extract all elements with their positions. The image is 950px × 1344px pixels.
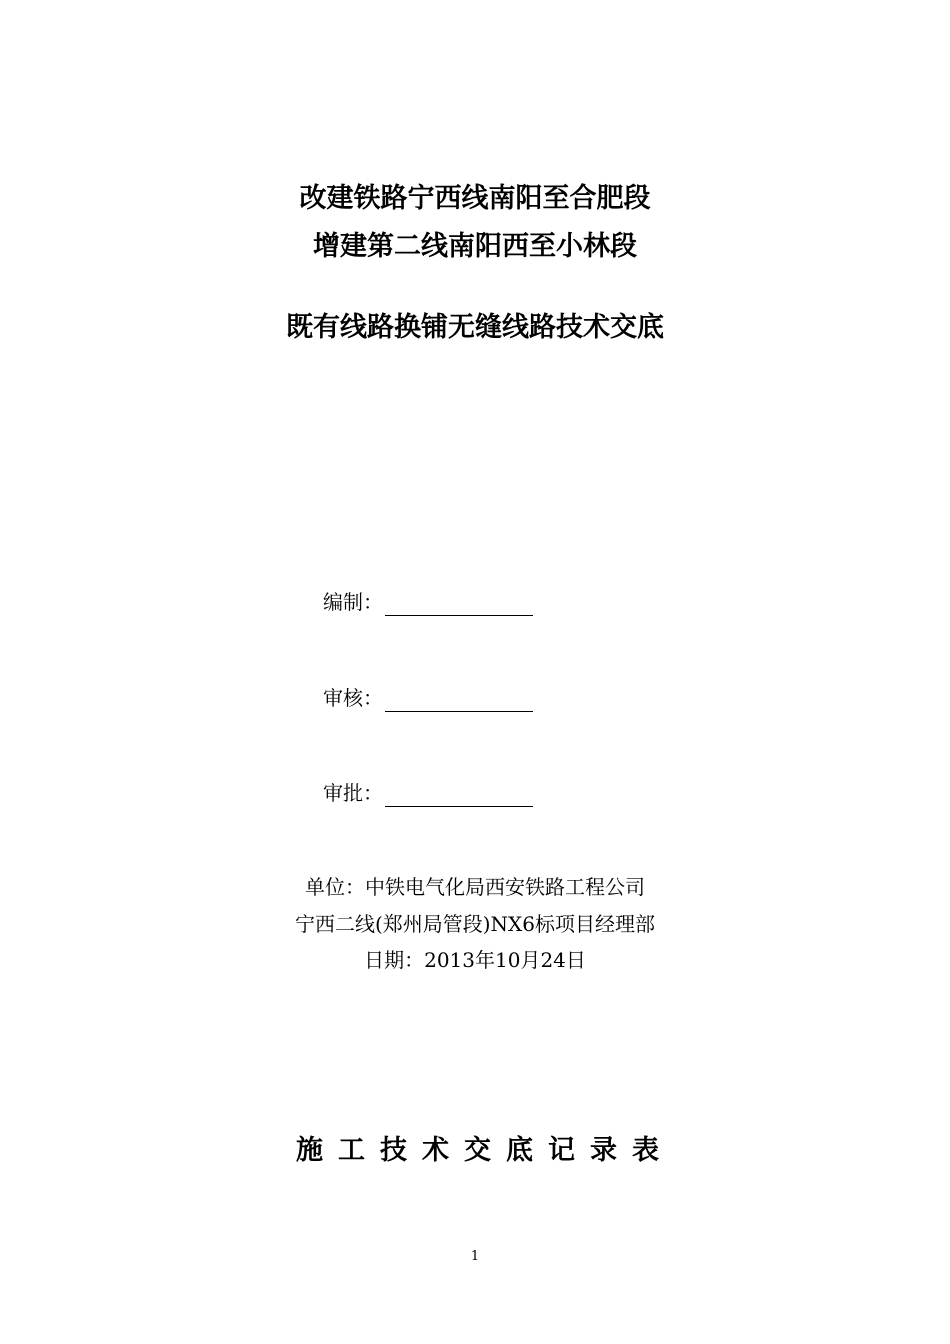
record-table-title: 施工技术交底记录表 <box>296 1135 674 1166</box>
title-line-3: 既有线路换铺无缝线路技术交底 <box>286 312 664 343</box>
date-line: 日期：2013年10月24日 <box>364 948 586 972</box>
compiled-by-row <box>323 588 533 616</box>
reviewed-by-label: 审核： <box>323 686 383 710</box>
compiled-by-blank <box>385 593 533 616</box>
title-line-1: 改建铁路宁西线南阳至合肥段 <box>299 183 651 214</box>
page-number: 1 <box>470 1249 480 1264</box>
unit-line: 单位：中铁电气化局西安铁路工程公司 <box>305 875 645 899</box>
approved-by-blank <box>385 784 533 807</box>
approved-by-row <box>323 779 533 807</box>
compiled-by-label: 编制： <box>323 590 383 614</box>
reviewed-by-row <box>323 684 533 712</box>
department-line: 宁西二线(郑州局管段)NX6标项目经理部 <box>294 912 656 936</box>
reviewed-by-blank <box>385 689 533 712</box>
approved-by-label: 审批： <box>323 781 383 805</box>
title-line-2: 增建第二线南阳西至小林段 <box>313 231 637 262</box>
